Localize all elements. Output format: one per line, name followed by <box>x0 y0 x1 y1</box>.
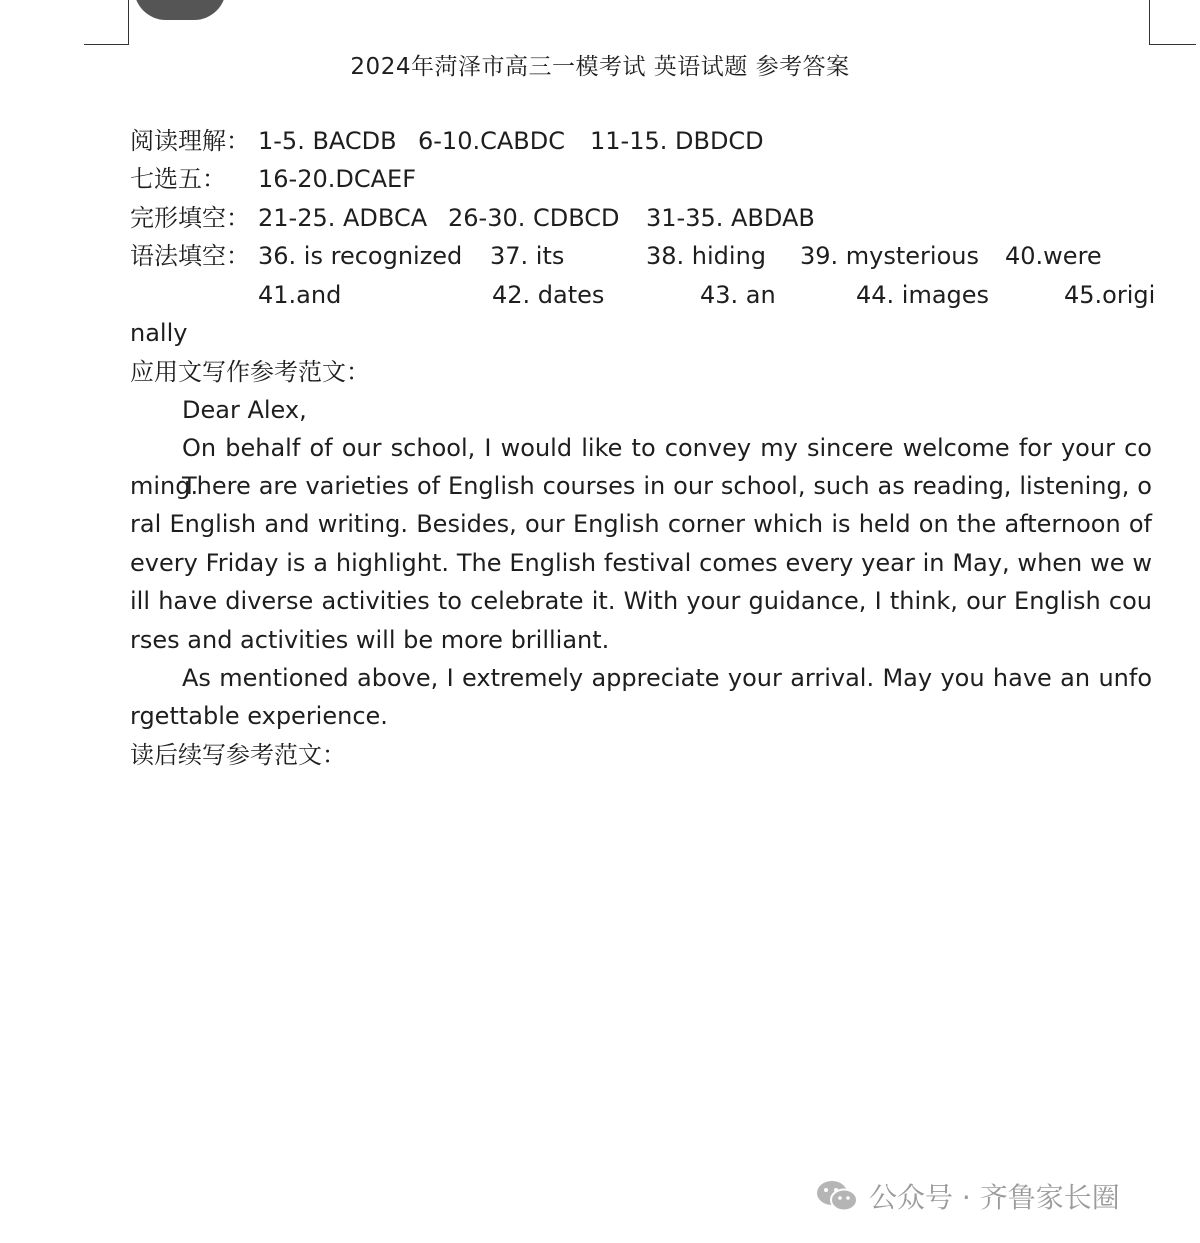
answer-item: 6-10.CABDC <box>418 127 565 155</box>
answer-label: 完形填空： <box>130 204 250 232</box>
wechat-icon <box>815 1179 859 1213</box>
answer-item: 45.origi <box>1064 281 1156 309</box>
answer-label: 语法填空： <box>130 242 250 270</box>
answer-item: 43. an <box>700 281 776 309</box>
page-corner-mark-right <box>1149 0 1196 45</box>
answer-item: 11-15. DBDCD <box>590 127 764 155</box>
answer-row-seven-choose-five <box>130 164 258 194</box>
letter-paragraph: As mentioned above, I extremely appreciate your arrival. May you have an unforgettable experience. <box>130 664 1152 731</box>
answer-row-reading <box>130 126 258 156</box>
section-heading-writing: 应用文写作参考范文： <box>130 358 370 386</box>
answer-label: 阅读理解： <box>130 127 250 155</box>
answer-item: 36. is recognized <box>258 242 463 270</box>
answer-label: 七选五： <box>130 165 226 193</box>
answer-item: 42. dates <box>492 281 605 309</box>
watermark <box>815 1176 1120 1216</box>
answer-item: 16-20.DCAEF <box>258 165 416 193</box>
section-heading-continuation: 读后续写参考范文： <box>130 741 346 769</box>
answer-item-wrap: nally <box>130 319 188 347</box>
answer-item: 44. images <box>856 281 990 309</box>
letter-paragraph: On behalf of our school, I would like to convey my sincere welcome for your coming. <box>130 434 1152 501</box>
letter-paragraph: There are varieties of English courses in our school, such as reading, listening, oral English and writing. Besides, our English corner which is held on the afternoon of every Friday is a highlight. The English festival comes every year in May, when we will have diverse activities to celebrate it. With your guidance, I think, our English courses and activities will be more brilliant. <box>130 472 1152 654</box>
letter-salutation: Dear Alex, <box>182 396 307 424</box>
answer-row-grammar <box>130 241 258 271</box>
answer-row-cloze <box>130 203 258 233</box>
page-title: 2024年菏泽市高三一模考试 英语试题 参考答案 <box>350 54 850 80</box>
answer-item: 21-25. ADBCA <box>258 204 428 232</box>
answer-item: 41.and <box>258 281 342 309</box>
answer-item: 38. hiding <box>646 242 767 270</box>
answer-item: 1-5. BACDB <box>258 127 397 155</box>
answer-item: 31-35. ABDAB <box>646 204 815 232</box>
cropped-top-shape <box>134 0 226 20</box>
answer-item: 39. mysterious <box>800 242 979 270</box>
answer-item: 26-30. CDBCD <box>448 204 620 232</box>
watermark-text: 公众号 · 齐鲁家长圈 <box>869 1181 1120 1214</box>
answer-item: 40.were <box>1005 242 1102 270</box>
answer-item: 37. its <box>490 242 565 270</box>
page-corner-mark-left <box>84 0 129 45</box>
